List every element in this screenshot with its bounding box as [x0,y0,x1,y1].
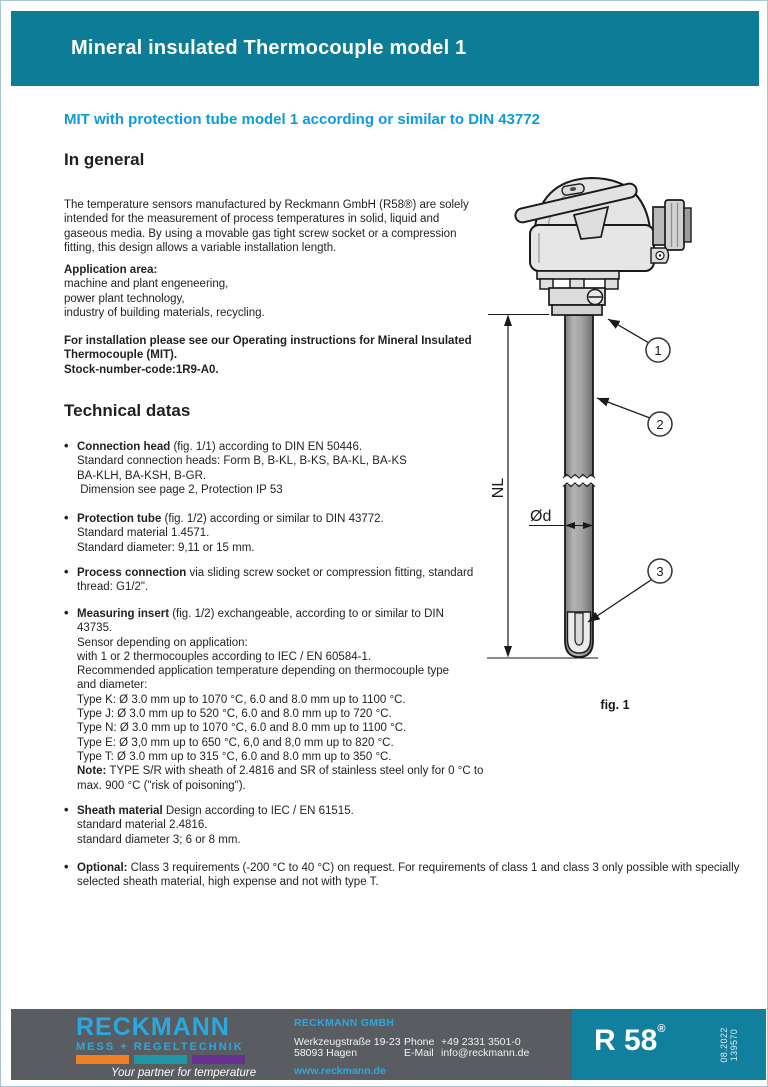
bullet-line: Type E: Ø 3,0 mm up to 650 °C, 6,0 and 8,0 mm up to 820 °C. [77,736,394,749]
logo-bar-orange [76,1055,129,1064]
bullet-protection-tube [64,512,384,555]
bullet-optional [64,861,739,890]
bullet-line: Dimension see page 2, Protection IP 53 [77,483,283,496]
document-subtitle: MIT with protection tube model 1 according or similar to DIN 43772 [64,111,540,128]
address-city: 58093 Hagen [294,1047,358,1059]
bullet-connection-head [64,440,407,497]
logo-bar-teal [134,1055,187,1064]
figure-caption: fig. 1 [600,698,630,712]
cable-gland-nut [665,200,684,250]
callout-3-number: 3 [656,564,664,579]
measuring-insert-tip [575,613,583,645]
paragraph-line: intended for the measurement of process temperatures in solid, liquid and [64,213,440,226]
bullet-line: standard diameter 3; 6 or 8 mm. [77,833,241,846]
application-area [64,263,265,320]
callout-2 [597,398,672,436]
callout-2-number: 2 [656,417,664,432]
footer [11,1009,766,1080]
application-item: machine and plant engeneering, [64,278,229,291]
thermocouple-figure [481,166,768,726]
callout-1-number: 1 [654,343,662,358]
bullet-line: • Sheath material Design according to IEC / EN 61515. [77,805,354,817]
installation-note-line: For installation please see our Operating instructions for Mineral Insulated [64,335,472,347]
logo-tagline: Your partner for temperature [111,1067,257,1079]
section-heading-in-general: In general [64,150,145,169]
installation-note [64,334,472,377]
document-meta [719,1017,741,1073]
bullet-line: Standard connection heads: Form B, B-KL, B-KS, BA-KL, BA-KS [77,455,407,468]
registered-mark: ® [657,1023,666,1035]
bullet-line: and diameter: [77,679,148,692]
bullet-process-connection [64,566,473,595]
email-address[interactable]: info@reckmann.de [441,1047,530,1059]
application-area-label: Application area: [64,264,158,276]
bullet-line: standard material 2.4816. [77,819,208,832]
bullet-line: Type K: Ø 3.0 mm up to 1070 °C, 6.0 and 8.0 mm up to 1100 °C. [77,693,406,706]
bullet-line: 43735. [77,622,113,635]
revision-date: 08.2022 [719,1027,729,1063]
application-item: industry of building materials, recycling. [64,306,265,319]
nl-label: NL [490,477,507,499]
bullet-line: Standard diameter: 9,11 or 15 mm. [77,541,255,554]
bullet-line: Type J: Ø 3.0 mm up to 520 °C, 6.0 and 8.0 mm up to 720 °C. [77,708,392,721]
bullet-line: Type N: Ø 3.0 mm up to 1070 °C, 6.0 and 8.0 mm up to 1100 °C. [77,722,407,735]
paragraph-line: fitting, this design allows a variable installation length. [64,241,337,254]
bullet-line: • Optional: Class 3 requirements (-200 °C to 40 °C) on request. For requirements of class 1 and class 3 only possible with specially [77,862,740,874]
bullet-line: with 1 or 2 thermocouples according to IEC / EN 60584-1. [77,650,372,663]
diameter-label: Ød [530,508,552,525]
company-name: RECKMANN GMBH [294,1017,395,1029]
reckmann-logo-subline: MESS + REGELTECHNIK [76,1041,244,1053]
website-link[interactable]: www.reckmann.de [294,1065,386,1077]
bullet-line: • Measuring insert (fig. 1/2) exchangeable, according to or similar to DIN [77,608,444,620]
bullet-sheath-material [64,804,354,847]
bullet-line: • Protection tube (fig. 1/2) according or similar to DIN 43772. [77,513,384,525]
paragraph-line: The temperature sensors manufactured by Reckmann GmbH (R58®) are solely [64,199,469,211]
title-bar [11,11,759,86]
bullet-line: Note: TYPE S/R with sheath of 2.4816 and SR of stainless steel only for 0 °C to [77,765,484,778]
bullet-line: max. 900 °C ("risk of poisoning"). [77,779,246,792]
reckmann-logo: RECKMANN [76,1013,230,1041]
callout-3 [588,559,672,622]
page-title: Mineral insulated Thermocouple model 1 [71,37,467,59]
bullet-line: Type T: Ø 3.0 mm up to 315 °C, 6.0 and 8.0 mm up to 350 °C. [77,750,392,763]
r58-brand-block [572,1009,766,1080]
bullet-line: thread: G1/2". [77,581,149,594]
phone-label: Phone [404,1036,435,1048]
email-label: E-Mail [404,1047,434,1059]
bullet-line: Sensor depending on application: [77,636,248,649]
application-item: power plant technology, [64,292,185,305]
connection-head [514,178,691,315]
bullet-line: selected sheath material, high expense and not with type T. [77,876,379,889]
bullet-line: BA-KLH, BA-KSH, B-GR. [77,469,207,482]
bullet-line: Recommended application temperature depending on thermocouple type [77,665,450,678]
phone-number: +49 2331 3501-0 [441,1036,521,1048]
address-street: Werkzeugstraße 19-23 [294,1036,401,1048]
bullet-line: Standard material 1.4571. [77,527,210,540]
logo-color-bars [76,1055,245,1064]
bullet-line: • Connection head (fig. 1/1) according to DIN EN 50446. [77,441,363,453]
bullet-line: • Process connection via sliding screw socket or compression fitting, standard [77,567,474,579]
document-number: 139570 [729,1028,739,1062]
section-heading-technical-datas: Technical datas [64,401,191,420]
bullet-measuring-insert [64,607,483,793]
stock-number-code: Stock-number-code:1R9-A0. [64,363,219,376]
intro-paragraph [64,198,469,255]
r58-logo: R 58® [594,1023,666,1057]
installation-note-line: Thermocouple (MIT). [64,349,178,362]
callout-1 [608,319,670,362]
cable-gland-sleeve [653,207,666,245]
logo-bar-purple [192,1055,245,1064]
paragraph-line: gaseous media. By using a movable gas tight screw socket or a compression [64,227,457,240]
